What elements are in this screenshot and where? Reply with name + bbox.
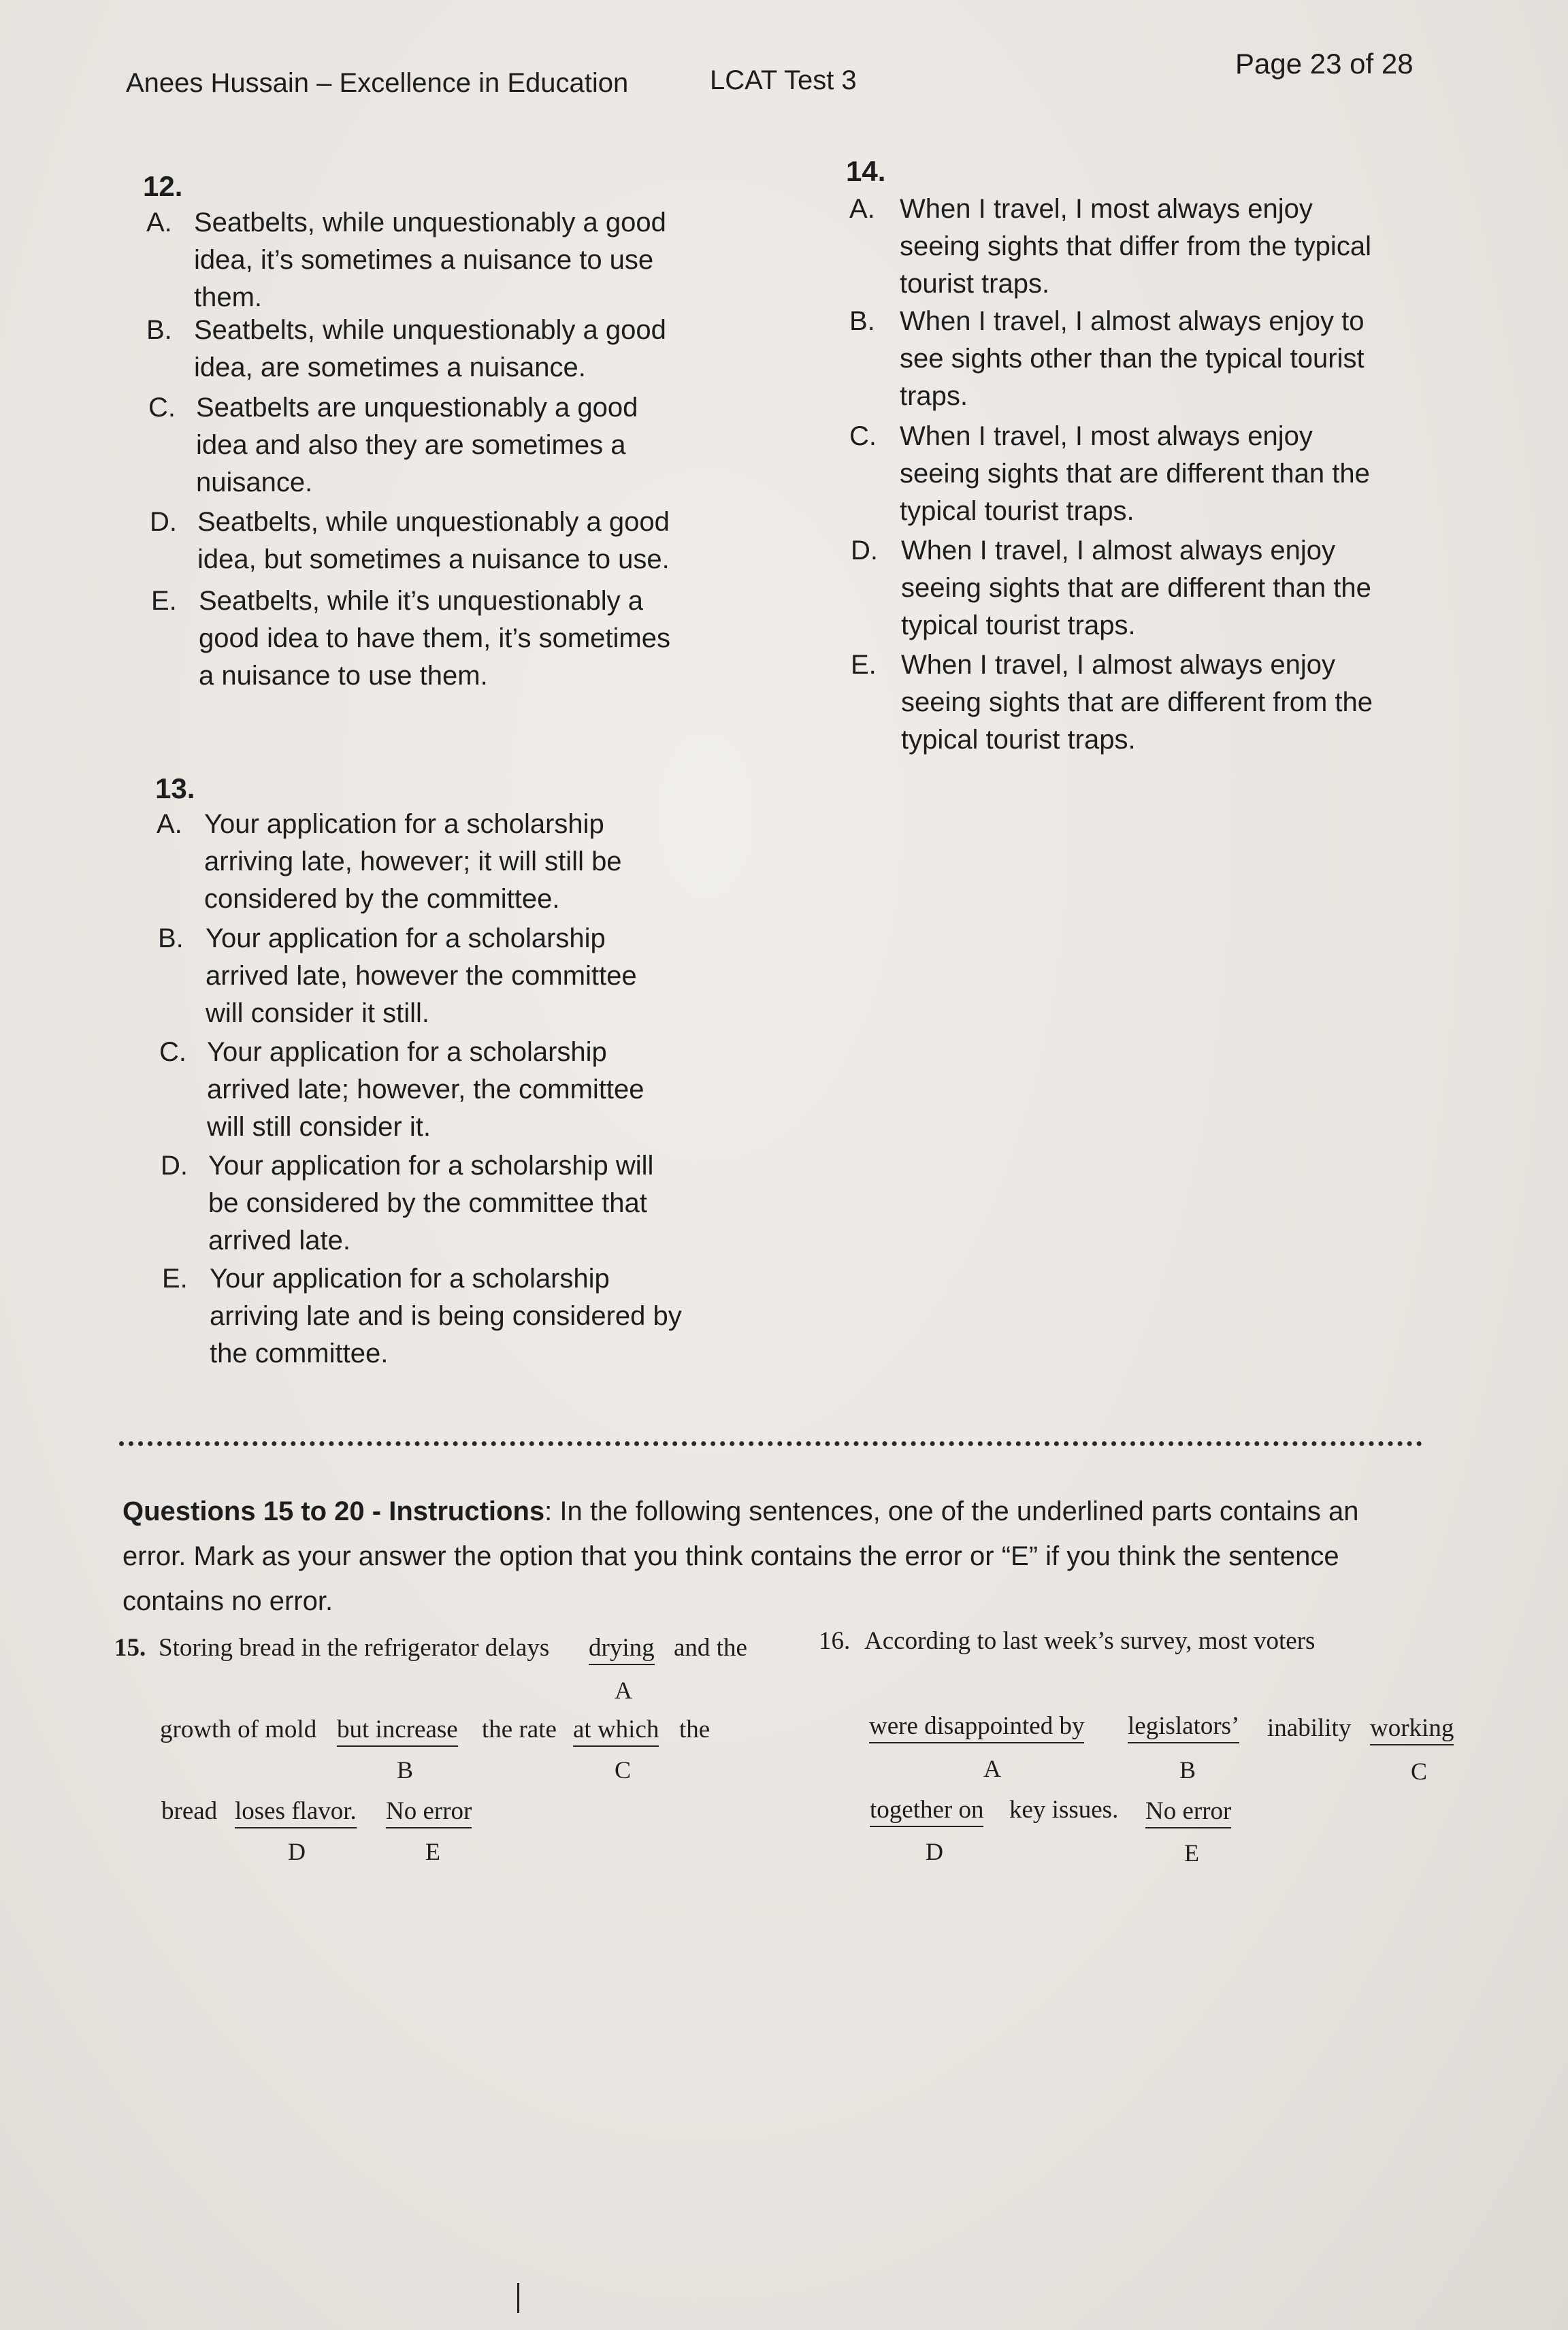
option-letter: A. (157, 809, 182, 839)
q16-underlined-d[interactable]: together on (870, 1795, 983, 1827)
q15-line2-start: growth of mold (160, 1716, 317, 1743)
option-letter: B. (849, 306, 875, 336)
q16-label-d: D (926, 1838, 943, 1865)
option-letter: C. (849, 421, 877, 451)
q15-line2-mid: the rate (482, 1716, 557, 1743)
option-text: Your application for a scholarship will be considered by the committee that arrived late. (208, 1151, 654, 1256)
option-letter: A. (146, 208, 172, 237)
option-letter: E. (162, 1264, 188, 1294)
q16-line2-mid: inability (1267, 1714, 1352, 1742)
q15-label-a: A (615, 1677, 632, 1704)
option-text: Your application for a scholarship arrived late; however, the committee will still consider it. (207, 1037, 644, 1142)
option-letter: D. (161, 1151, 188, 1181)
question-14-number: 14. (846, 155, 886, 187)
q16-label-a: A (983, 1755, 1001, 1782)
option-letter: E. (151, 586, 177, 616)
instructions-body: : In the following sentences, one of the underlined parts contains an error. Mark as your answer the option that you think contains the error or “E” if you think the sentence contains no error. (122, 1496, 1359, 1616)
q16-line1: According to last week’s survey, most voters (864, 1627, 1316, 1655)
page-mark (517, 2283, 519, 2313)
question-16-number: 16. (819, 1627, 851, 1655)
option-text: Seatbelts, while it’s unquestionably a good idea to have them, it’s sometimes a nuisance to use them. (199, 586, 670, 691)
option-letter: C. (159, 1037, 186, 1067)
option-text: Seatbelts are unquestionably a good idea and also they are sometimes a nuisance. (196, 393, 638, 497)
question-15-number: 15. (114, 1634, 146, 1662)
q16-underlined-a[interactable]: were disappointed by (869, 1711, 1084, 1743)
q16-underlined-e[interactable]: No error (1145, 1796, 1231, 1828)
q15-label-c: C (615, 1756, 632, 1784)
q15-underlined-a[interactable]: drying (589, 1633, 655, 1665)
q15-label-d: D (288, 1838, 306, 1865)
q16-underlined-b[interactable]: legislators’ (1128, 1711, 1239, 1743)
q16-underlined-c[interactable]: working (1370, 1713, 1454, 1745)
option-text: When I travel, I most always enjoy seeing sights that differ from the typical tourist traps. (900, 194, 1371, 299)
option-letter: A. (849, 194, 875, 224)
option-letter: C. (148, 393, 176, 423)
header-center: LCAT Test 3 (710, 65, 857, 95)
q15-label-e: E (425, 1838, 440, 1865)
option-letter: B. (146, 315, 172, 345)
header-left: Anees Hussain – Excellence in Education (126, 68, 629, 98)
q15-line1: Storing bread in the refrigerator delays (159, 1634, 550, 1662)
instructions-heading: Questions 15 to 20 - Instructions (122, 1496, 545, 1526)
q15-underlined-e[interactable]: No error (386, 1796, 472, 1828)
option-text: Seatbelts, while unquestionably a good idea, it’s sometimes a nuisance to use them. (194, 208, 666, 312)
option-text: Seatbelts, while unquestionably a good idea, but sometimes a nuisance to use. (197, 507, 670, 574)
q15-underlined-d[interactable]: loses flavor. (235, 1796, 357, 1828)
dotted-divider (119, 1441, 1422, 1446)
option-text: When I travel, I most always enjoy seeing sights that are different than the typical tourist traps. (900, 421, 1370, 526)
option-text: When I travel, I almost always enjoy to see sights other than the typical tourist traps. (900, 306, 1365, 411)
q16-label-b: B (1179, 1756, 1196, 1784)
option-letter: D. (150, 507, 177, 537)
option-text: Your application for a scholarship arriving late and is being considered by the committee. (210, 1264, 682, 1368)
option-letter: E. (851, 650, 877, 680)
option-letter: B. (158, 923, 184, 953)
instructions (122, 1489, 1416, 1624)
option-letter: D. (851, 536, 878, 565)
option-text: Seatbelts, while unquestionably a good idea, are sometimes a nuisance. (194, 315, 666, 382)
q15-underlined-b[interactable]: but increase (337, 1715, 458, 1747)
option-text: Your application for a scholarship arriving late, however; it will still be considered by the committee. (204, 809, 622, 914)
question-12-number: 12. (143, 170, 183, 202)
option-text: Your application for a scholarship arrived late, however the committee will consider it still. (206, 923, 637, 1028)
q16-line3-mid: key issues. (1009, 1796, 1119, 1824)
q15-line2-end: the (679, 1716, 710, 1743)
option-text: When I travel, I almost always enjoy seeing sights that are different from the typical tourist traps. (901, 650, 1373, 755)
question-13-number: 13. (155, 772, 195, 804)
option-text: When I travel, I almost always enjoy seeing sights that are different than the typical tourist traps. (901, 536, 1371, 640)
q16-label-e: E (1184, 1839, 1199, 1867)
page-number: Page 23 of 28 (1235, 48, 1414, 80)
q15-line1-end: and the (674, 1634, 747, 1662)
q15-label-b: B (397, 1756, 414, 1784)
q15-line3-start: bread (161, 1797, 218, 1825)
q16-label-c: C (1411, 1758, 1428, 1785)
q15-underlined-c[interactable]: at which (573, 1715, 659, 1747)
